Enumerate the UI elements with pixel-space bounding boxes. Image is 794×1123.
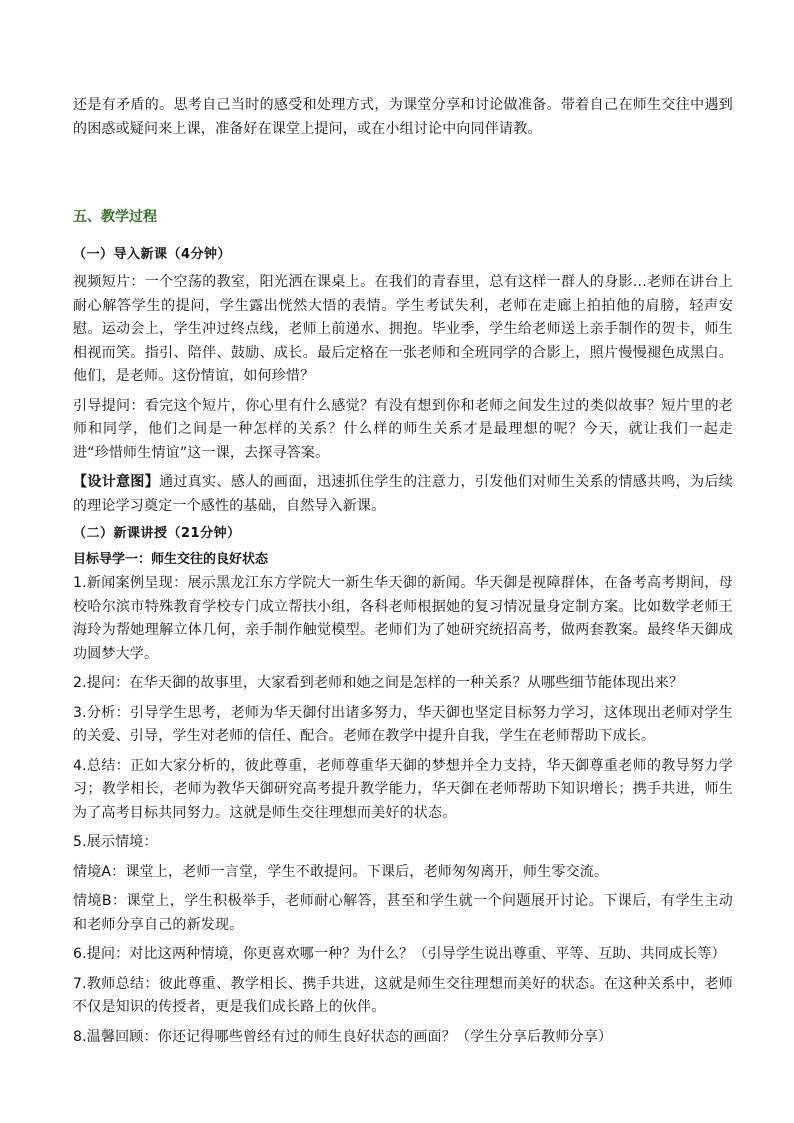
design-intent-paragraph	[73, 471, 733, 518]
section-five-title: 五、教学过程	[73, 209, 157, 225]
document-page	[73, 94, 733, 1055]
part-two-title: （二）新课讲授（21分钟）	[73, 526, 241, 541]
item-5-scenario-heading: 5.展示情境：	[73, 834, 158, 850]
scenario-b: 情境B：课堂上，学生积极举手，老师耐心解答，甚至和学生就一个问题展开讨论。下课后，有学生主动和老师分享自己的新发现。	[73, 893, 733, 933]
item-8-review: 8.温馨回顾：你还记得哪些曾经有过的师生良好状态的画面？（学生分享后教师分享）	[73, 1028, 613, 1045]
item-7-teacher-summary: 7.教师总结：彼此尊重、教学相长、携手共进，这就是师生交往理想而美好的状态。在这种关系中，老师不仅是知识的传授者，更是我们成长路上的伙伴。	[73, 975, 733, 1015]
video-paragraph: 视频短片：一个空荡的教室，阳光洒在课桌上。在我们的青春里，总有这样一群人的身影...老师在讲台上耐心解答学生的提问，学生露出恍然大悟的表情。学生考试失利，老师在走廊上拍拍他的肩膀，轻声安慰。运动会上，学生冲过终点线，老师上前递水、拥抱。毕业季，学生给老师送上亲手制作的贺卡，师生相视而笑。指引、陪伴、鼓励、成长。最后定格在一张老师和全班同学的合影上，照片慢慢褪色成黑白。他们，是老师。这份情谊，如何珍惜？	[73, 274, 733, 384]
design-intent-text: 通过真实、感人的画面，迅速抓住学生的注意力，引发他们对师生关系的情感共鸣，为后续的理论学习奠定一个感性的基础，自然导入新课。	[73, 474, 733, 514]
scenario-a: 情境A：课堂上，老师一言堂，学生不敢提问。下课后，老师匆匆离开，师生零交流。	[73, 863, 609, 880]
item-6-question: 6.提问：对比这两种情境，你更喜欢哪一种？为什么？（引导学生说出尊重、平等、互助、共同成长等）	[73, 946, 726, 962]
item-4-summary: 4.总结：正如大家分析的，彼此尊重，老师尊重华天御的梦想并全力支持，华天御尊重老师的教导努力学习；教学相长，老师为教华天御研究高考提升教学能力，华天御在老师帮助下知识增长；携手共进，师生为了高考目标共同努力。这就是师生交往理想而美好的状态。	[73, 757, 733, 821]
design-intent-label: 【设计意图】	[73, 474, 160, 490]
item-3-analysis: 3.分析：引导学生思考，老师为华天御付出诸多努力，华天御也坚定目标努力学习，这体现出老师对学生的关爱、引导，学生对老师的信任、配合。老师在教学中提升自我，学生在老师帮助下成长。	[73, 704, 733, 744]
item-2-question: 2.提问：在华天御的故事里，大家看到老师和她之间是怎样的一种关系？从哪些细节能体现出来？	[73, 675, 684, 691]
intro-paragraph: 还是有矛盾的。思考自己当时的感受和处理方式，为课堂分享和讨论做准备。带着自己在师生交往中遇到的困惑或疑问来上课，准备好在课堂上提问，或在小组讨论中向同伴请教。	[73, 97, 733, 137]
target-one-title: 目标导学一：师生交往的良好状态	[73, 552, 269, 567]
item-1-news-case: 1.新闻案例呈现：展示黑龙江东方学院大一新生华天御的新闻。华天御是视障群体，在备考高考期间，母校哈尔滨市特殊教育学校专门成立帮扶小组，各科老师根据她的复习情况量身定制方案。比如数学老师王海玲为帮她理解立体几何，亲手制作触觉模型。老师们为了她研究统招高考，做两套教案。最终华天御成功圆梦大学。	[73, 575, 733, 662]
part-one-title: （一）导入新课（4分钟）	[73, 247, 232, 262]
guide-question-paragraph: 引导提问：看完这个短片，你心里有什么感觉？有没有想到你和老师之间发生过的类似故事？短片里的老师和同学，他们之间是一种怎样的关系？什么样的师生关系才是最理想的呢？今天，就让我们一起走进“珍惜师生情谊”这一课，去探寻答案。	[73, 397, 733, 461]
